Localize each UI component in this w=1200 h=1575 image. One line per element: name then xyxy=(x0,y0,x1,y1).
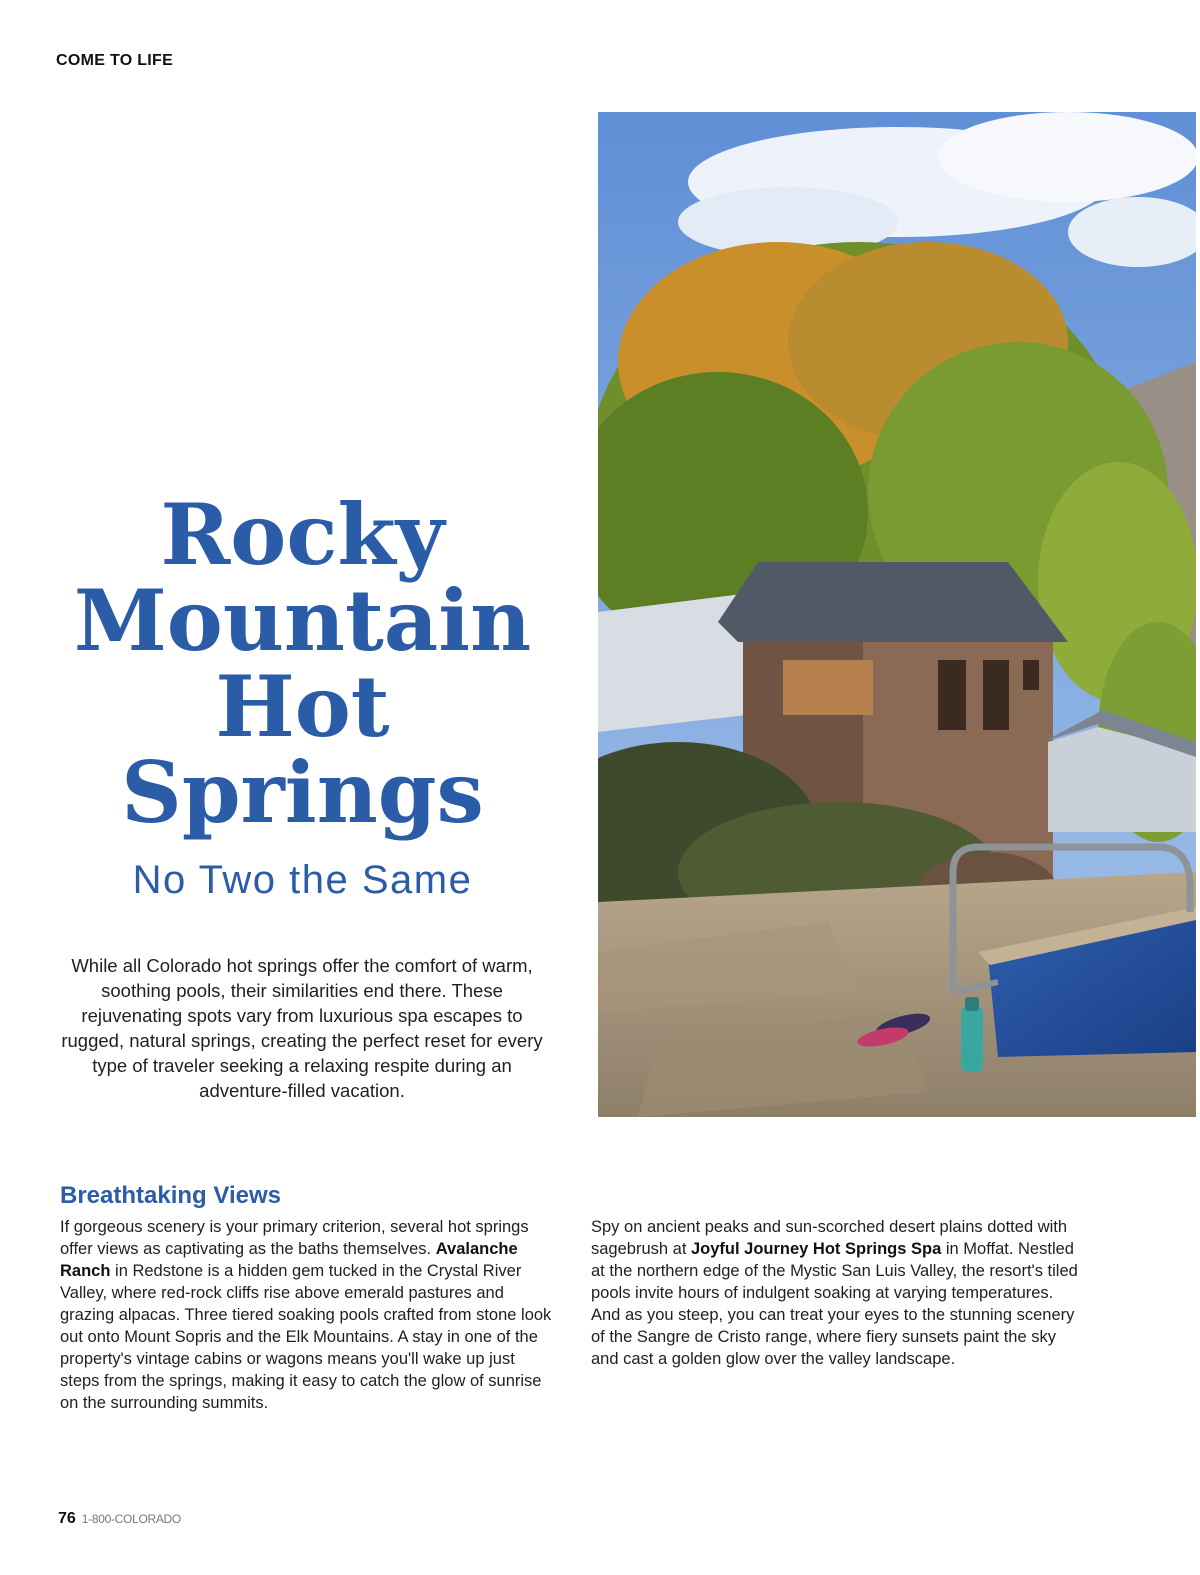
right-column-text xyxy=(591,1216,1086,1370)
section-label: COME TO LIFE xyxy=(56,52,174,69)
intro-paragraph: While all Colorado hot springs offer the comfort of warm, soothing pools, their similarities end there. These rejuvenating spots vary from luxurious spa escapes to rugged, natural springs, creating the perfect reset for every type of traveler seeking a relaxing respite during an adventure-filled vacation. xyxy=(61,955,543,1101)
title-line: Rocky xyxy=(160,485,445,584)
left-column-text xyxy=(60,1216,555,1414)
title-line: Mountain xyxy=(73,571,532,670)
place-name-bold: Joyful Journey Hot Springs Spa xyxy=(690,1240,942,1258)
hot-springs-photo xyxy=(598,112,1196,1117)
page-footer xyxy=(58,1510,181,1528)
body-text: in Moffat. Nestled at the northern edge of the Mystic San Luis Valley, the resort's tiled pools invite hours of indulgent soaking at varying temperatures. And as you steep, you can treat your eyes to the stunning scenery of the Sangre de Cristo range, where fiery sunsets paint the sky and cast a golden glow over the valley landscape. xyxy=(591,1240,1078,1368)
title-line: Springs xyxy=(121,743,484,842)
title-line: Hot xyxy=(215,657,390,756)
page-subtitle: No Two the Same xyxy=(132,858,473,902)
section-heading: Breathtaking Views xyxy=(60,1182,281,1209)
footer-phone: 1-800-COLORADO xyxy=(81,1512,181,1526)
body-text: Spy on ancient peaks and sun-scorched desert plains dotted with sagebrush at xyxy=(591,1218,1068,1258)
cabin-pool-illustration xyxy=(598,112,1196,1117)
page-title xyxy=(40,485,565,842)
place-name-bold: Avalanche Ranch xyxy=(60,1240,518,1280)
body-text: If gorgeous scenery is your primary criterion, several hot springs offer views as captivating as the baths themselves. xyxy=(60,1218,529,1258)
body-text: in Redstone is a hidden gem tucked in the Crystal River Valley, where red-rock cliffs rise above emerald pastures and grazing alpacas. Three tiered soaking pools crafted from stone look out onto Mount Sopris and the Elk Mountains. A stay in one of the property's vintage cabins or wagons means you'll wake up just steps from the springs, making it easy to catch the glow of sunrise on the surrounding summits. xyxy=(60,1262,552,1412)
page-number: 76 xyxy=(58,1510,76,1527)
